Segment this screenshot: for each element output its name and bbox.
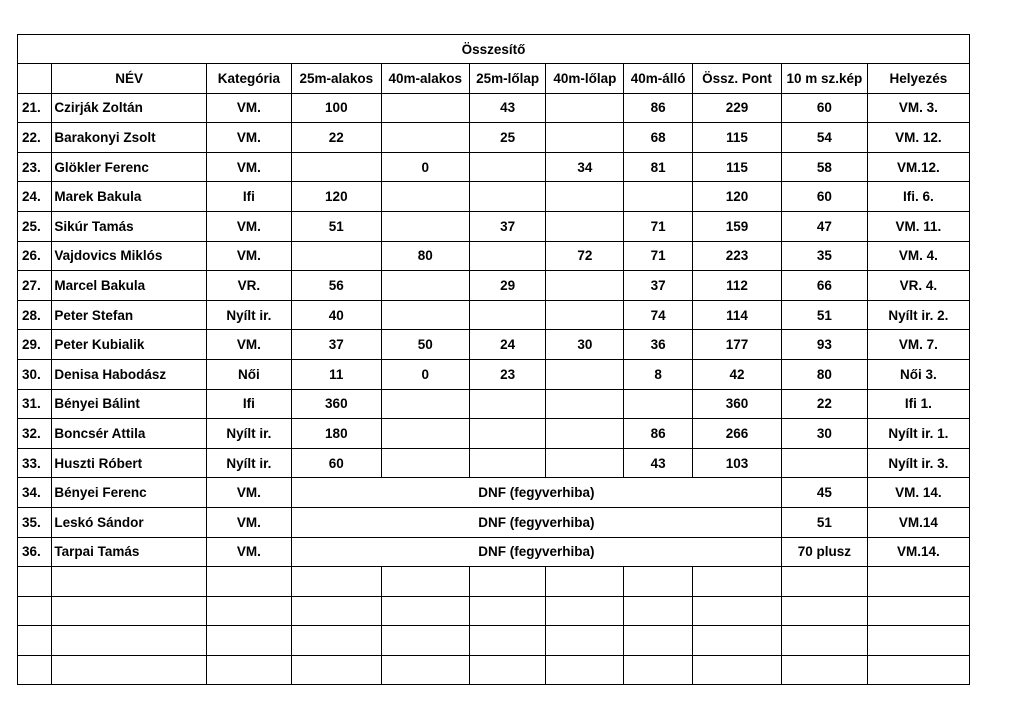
empty-cell	[52, 567, 207, 597]
empty-cell	[18, 655, 52, 685]
placement: Ifi. 6.	[867, 182, 969, 212]
competitor-name: Boncsér Attila	[52, 419, 207, 449]
column-header: 40m-alakos	[381, 64, 469, 94]
empty-cell	[624, 655, 693, 685]
empty-cell	[546, 655, 624, 685]
table-row	[18, 330, 970, 360]
score-25m-alakos: 22	[291, 123, 381, 153]
column-header: 25m-alakos	[291, 64, 381, 94]
empty-row	[18, 655, 970, 685]
score-40m-allo: 8	[624, 359, 693, 389]
total-points: 223	[693, 241, 782, 271]
score-40m-allo: 86	[624, 93, 693, 123]
score-25m-lolap	[469, 448, 546, 478]
empty-cell	[381, 596, 469, 626]
score-25m-lolap	[469, 300, 546, 330]
score-40m-alakos: 0	[381, 152, 469, 182]
score-25m-lolap	[469, 241, 546, 271]
competitor-name: Vajdovics Miklós	[52, 241, 207, 271]
empty-cell	[781, 596, 867, 626]
row-number: 31.	[18, 389, 52, 419]
competitor-name: Sikúr Tamás	[52, 211, 207, 241]
score-10m-szkep: 35	[781, 241, 867, 271]
empty-cell	[693, 655, 782, 685]
score-40m-lolap	[546, 271, 624, 301]
column-header	[18, 64, 52, 94]
row-number: 36.	[18, 537, 52, 567]
table-row	[18, 300, 970, 330]
row-number: 23.	[18, 152, 52, 182]
score-10m-szkep: 30	[781, 419, 867, 449]
table-row	[18, 448, 970, 478]
score-40m-alakos	[381, 271, 469, 301]
empty-row	[18, 626, 970, 656]
placement: Nyílt ir. 2.	[867, 300, 969, 330]
score-40m-lolap	[546, 93, 624, 123]
score-10m-szkep: 54	[781, 123, 867, 153]
empty-cell	[867, 567, 969, 597]
empty-cell	[18, 596, 52, 626]
table-row-dnf	[18, 507, 970, 537]
empty-cell	[206, 567, 291, 597]
score-40m-alakos	[381, 182, 469, 212]
row-number: 34.	[18, 478, 52, 508]
score-25m-lolap: 37	[469, 211, 546, 241]
category: VM.	[206, 507, 291, 537]
score-25m-lolap: 24	[469, 330, 546, 360]
score-40m-lolap	[546, 359, 624, 389]
table-title: Összesítő	[18, 35, 970, 64]
empty-cell	[52, 655, 207, 685]
placement: VM.14	[867, 507, 969, 537]
table-row	[18, 182, 970, 212]
category: Ifi	[206, 389, 291, 419]
total-points: 103	[693, 448, 782, 478]
placement: Ifi 1.	[867, 389, 969, 419]
empty-cell	[381, 655, 469, 685]
empty-cell	[546, 626, 624, 656]
score-40m-alakos	[381, 448, 469, 478]
column-header: Helyezés	[867, 64, 969, 94]
empty-cell	[381, 626, 469, 656]
score-10m-szkep: 93	[781, 330, 867, 360]
score-10m-szkep: 58	[781, 152, 867, 182]
column-header: 40m-álló	[624, 64, 693, 94]
category: VM.	[206, 330, 291, 360]
score-40m-lolap	[546, 389, 624, 419]
total-points: 115	[693, 152, 782, 182]
score-40m-alakos	[381, 300, 469, 330]
table-row	[18, 389, 970, 419]
empty-cell	[206, 596, 291, 626]
empty-row	[18, 596, 970, 626]
category: VM.	[206, 478, 291, 508]
category: VM.	[206, 93, 291, 123]
score-10m-szkep: 70 plusz	[781, 537, 867, 567]
competitor-name: Peter Stefan	[52, 300, 207, 330]
empty-cell	[291, 626, 381, 656]
empty-cell	[52, 626, 207, 656]
placement: VM. 14.	[867, 478, 969, 508]
placement: VM. 4.	[867, 241, 969, 271]
row-number: 21.	[18, 93, 52, 123]
table-row	[18, 359, 970, 389]
placement: VM.12.	[867, 152, 969, 182]
column-header: Kategória	[206, 64, 291, 94]
category: VM.	[206, 123, 291, 153]
score-40m-allo: 68	[624, 123, 693, 153]
row-number: 25.	[18, 211, 52, 241]
score-40m-allo: 37	[624, 271, 693, 301]
empty-cell	[206, 626, 291, 656]
score-40m-lolap: 72	[546, 241, 624, 271]
score-25m-alakos	[291, 241, 381, 271]
competitor-name: Marcel Bakula	[52, 271, 207, 301]
score-40m-allo: 36	[624, 330, 693, 360]
competitor-name: Peter Kubialik	[52, 330, 207, 360]
row-number: 30.	[18, 359, 52, 389]
score-10m-szkep: 51	[781, 507, 867, 537]
score-40m-allo: 71	[624, 211, 693, 241]
table-row	[18, 211, 970, 241]
total-points: 114	[693, 300, 782, 330]
empty-cell	[206, 655, 291, 685]
row-number: 29.	[18, 330, 52, 360]
total-points: 266	[693, 419, 782, 449]
score-25m-alakos: 56	[291, 271, 381, 301]
score-25m-lolap: 29	[469, 271, 546, 301]
row-number: 24.	[18, 182, 52, 212]
column-header: Össz. Pont	[693, 64, 782, 94]
score-25m-alakos: 120	[291, 182, 381, 212]
empty-cell	[693, 626, 782, 656]
total-points: 115	[693, 123, 782, 153]
empty-cell	[693, 567, 782, 597]
total-points: 159	[693, 211, 782, 241]
category: VR.	[206, 271, 291, 301]
empty-cell	[291, 596, 381, 626]
score-40m-allo: 81	[624, 152, 693, 182]
results-table	[17, 34, 970, 685]
score-25m-alakos	[291, 152, 381, 182]
row-number: 27.	[18, 271, 52, 301]
score-10m-szkep	[781, 448, 867, 478]
empty-cell	[781, 626, 867, 656]
total-points: 360	[693, 389, 782, 419]
score-40m-allo	[624, 182, 693, 212]
empty-cell	[469, 655, 546, 685]
table-row	[18, 241, 970, 271]
empty-cell	[52, 596, 207, 626]
placement: Nyílt ir. 1.	[867, 419, 969, 449]
column-header: 10 m sz.kép	[781, 64, 867, 94]
empty-cell	[546, 567, 624, 597]
empty-cell	[781, 655, 867, 685]
category: Nyílt ir.	[206, 300, 291, 330]
score-25m-lolap: 43	[469, 93, 546, 123]
score-40m-allo	[624, 389, 693, 419]
empty-cell	[381, 567, 469, 597]
score-10m-szkep: 45	[781, 478, 867, 508]
total-points: 229	[693, 93, 782, 123]
score-10m-szkep: 80	[781, 359, 867, 389]
category: VM.	[206, 537, 291, 567]
score-25m-alakos: 11	[291, 359, 381, 389]
placement: VM. 11.	[867, 211, 969, 241]
score-40m-lolap	[546, 448, 624, 478]
empty-cell	[291, 655, 381, 685]
empty-cell	[469, 596, 546, 626]
score-10m-szkep: 60	[781, 182, 867, 212]
total-points: 112	[693, 271, 782, 301]
score-25m-lolap: 25	[469, 123, 546, 153]
score-40m-alakos	[381, 93, 469, 123]
empty-cell	[624, 567, 693, 597]
competitor-name: Denisa Habodász	[52, 359, 207, 389]
empty-cell	[469, 626, 546, 656]
score-10m-szkep: 22	[781, 389, 867, 419]
empty-cell	[867, 655, 969, 685]
score-40m-alakos	[381, 123, 469, 153]
category: Női	[206, 359, 291, 389]
score-25m-lolap	[469, 152, 546, 182]
row-number: 35.	[18, 507, 52, 537]
row-number: 32.	[18, 419, 52, 449]
dnf-status: DNF (fegyverhiba)	[291, 537, 781, 567]
category: Nyílt ir.	[206, 448, 291, 478]
placement: VM. 12.	[867, 123, 969, 153]
score-40m-lolap	[546, 182, 624, 212]
category: Ifi	[206, 182, 291, 212]
table-row	[18, 152, 970, 182]
empty-row	[18, 567, 970, 597]
score-25m-alakos: 40	[291, 300, 381, 330]
score-40m-lolap	[546, 211, 624, 241]
competitor-name: Glökler Ferenc	[52, 152, 207, 182]
placement: VR. 4.	[867, 271, 969, 301]
score-40m-alakos	[381, 211, 469, 241]
row-number: 33.	[18, 448, 52, 478]
score-10m-szkep: 51	[781, 300, 867, 330]
score-40m-lolap: 34	[546, 152, 624, 182]
table-row	[18, 123, 970, 153]
empty-cell	[18, 567, 52, 597]
score-40m-allo: 86	[624, 419, 693, 449]
category: VM.	[206, 211, 291, 241]
score-40m-allo: 71	[624, 241, 693, 271]
empty-cell	[867, 596, 969, 626]
empty-cell	[469, 567, 546, 597]
competitor-name: Leskó Sándor	[52, 507, 207, 537]
score-40m-allo: 43	[624, 448, 693, 478]
empty-cell	[546, 596, 624, 626]
placement: Nyílt ir. 3.	[867, 448, 969, 478]
row-number: 22.	[18, 123, 52, 153]
score-25m-lolap	[469, 182, 546, 212]
dnf-status: DNF (fegyverhiba)	[291, 507, 781, 537]
dnf-status: DNF (fegyverhiba)	[291, 478, 781, 508]
placement: VM. 3.	[867, 93, 969, 123]
score-25m-alakos: 60	[291, 448, 381, 478]
competitor-name: Marek Bakula	[52, 182, 207, 212]
score-10m-szkep: 47	[781, 211, 867, 241]
table-row-dnf	[18, 478, 970, 508]
total-points: 120	[693, 182, 782, 212]
column-header: NÉV	[52, 64, 207, 94]
empty-cell	[624, 626, 693, 656]
score-40m-lolap	[546, 123, 624, 153]
table-row	[18, 93, 970, 123]
score-40m-lolap: 30	[546, 330, 624, 360]
score-40m-lolap	[546, 300, 624, 330]
category: VM.	[206, 241, 291, 271]
score-40m-lolap	[546, 419, 624, 449]
empty-cell	[867, 626, 969, 656]
row-number: 26.	[18, 241, 52, 271]
row-number: 28.	[18, 300, 52, 330]
score-25m-alakos: 51	[291, 211, 381, 241]
total-points: 177	[693, 330, 782, 360]
header-row	[18, 64, 970, 94]
score-40m-alakos: 50	[381, 330, 469, 360]
column-header: 40m-lőlap	[546, 64, 624, 94]
category: Nyílt ir.	[206, 419, 291, 449]
placement: Női 3.	[867, 359, 969, 389]
competitor-name: Bényei Bálint	[52, 389, 207, 419]
competitor-name: Czirják Zoltán	[52, 93, 207, 123]
empty-cell	[693, 596, 782, 626]
score-25m-alakos: 100	[291, 93, 381, 123]
competitor-name: Tarpai Tamás	[52, 537, 207, 567]
title-row	[18, 35, 970, 64]
score-40m-alakos	[381, 389, 469, 419]
placement: VM.14.	[867, 537, 969, 567]
empty-cell	[18, 626, 52, 656]
total-points: 42	[693, 359, 782, 389]
competitor-name: Bényei Ferenc	[52, 478, 207, 508]
competitor-name: Huszti Róbert	[52, 448, 207, 478]
category: VM.	[206, 152, 291, 182]
score-25m-alakos: 360	[291, 389, 381, 419]
score-40m-alakos: 0	[381, 359, 469, 389]
score-40m-alakos	[381, 419, 469, 449]
empty-cell	[291, 567, 381, 597]
score-25m-alakos: 37	[291, 330, 381, 360]
score-25m-lolap: 23	[469, 359, 546, 389]
score-10m-szkep: 60	[781, 93, 867, 123]
table-row-dnf	[18, 537, 970, 567]
placement: VM. 7.	[867, 330, 969, 360]
score-10m-szkep: 66	[781, 271, 867, 301]
table-row	[18, 271, 970, 301]
empty-cell	[624, 596, 693, 626]
score-25m-alakos: 180	[291, 419, 381, 449]
empty-cell	[781, 567, 867, 597]
column-header: 25m-lőlap	[469, 64, 546, 94]
score-40m-allo: 74	[624, 300, 693, 330]
score-25m-lolap	[469, 419, 546, 449]
competitor-name: Barakonyi Zsolt	[52, 123, 207, 153]
table-row	[18, 419, 970, 449]
score-25m-lolap	[469, 389, 546, 419]
score-40m-alakos: 80	[381, 241, 469, 271]
